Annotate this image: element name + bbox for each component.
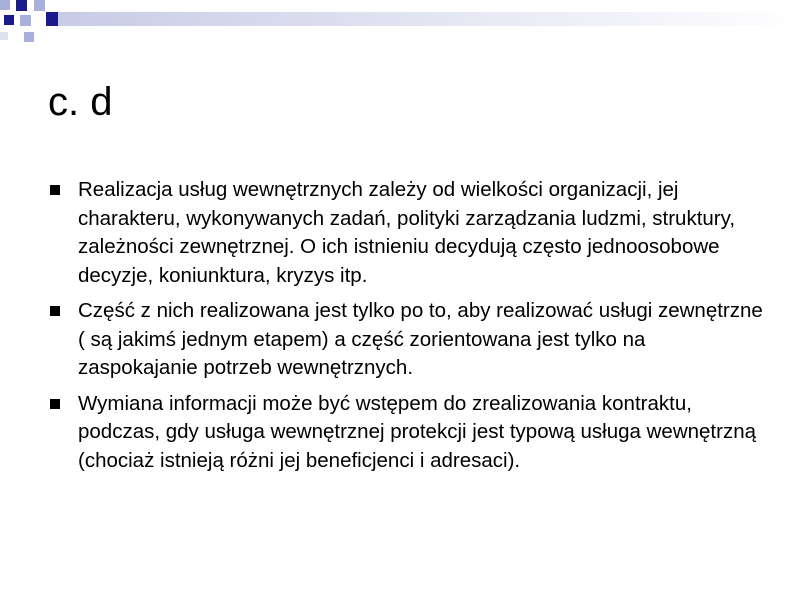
checker-square: [0, 32, 8, 40]
bullet-item: [48, 390, 768, 476]
checker-bar-graphic: [0, 0, 800, 52]
header-decoration: [0, 0, 800, 52]
checker-square: [20, 15, 31, 26]
slide-title: c. d: [48, 80, 113, 124]
gradient-bar: [58, 12, 800, 26]
bullet-item: [48, 297, 768, 383]
checker-square: [4, 15, 14, 25]
bullet-text: Realizacja usług wewnętrznych zależy od wielkości organizacji, jej charakteru, wykonywanych zadań, polityki zarządzania ludzmi, struktury, zależności zewnętrznej. O ich istnieniu decydują często jednoosobowe decyzje, koniunktura, kryzys itp.: [78, 178, 736, 287]
checker-square: [16, 0, 27, 11]
checker-square: [24, 32, 34, 42]
bullet-item: [48, 176, 768, 290]
checker-square: [34, 0, 45, 11]
square-bullet-icon: [50, 185, 60, 195]
square-bullet-icon: [50, 399, 60, 409]
square-bullet-icon: [50, 306, 60, 316]
bullet-text: Wymiana informacji może być wstępem do zrealizowania kontraktu, podczas, gdy usługa wewnętrznej protekcji jest typową usługa wewnętrzną (chociaż istnieją różni jej beneficjenci i adresaci).: [78, 391, 757, 472]
bar-left-block: [46, 12, 58, 26]
bullet-text: Część z nich realizowana jest tylko po to, aby realizować usługi zewnętrzne ( są jakimś jednym etapem) a część zorientowana jest tylko na zaspokajanie potrzeb wewnętrznych.: [78, 299, 763, 379]
checker-square: [0, 0, 10, 10]
bullet-list: [48, 176, 768, 482]
